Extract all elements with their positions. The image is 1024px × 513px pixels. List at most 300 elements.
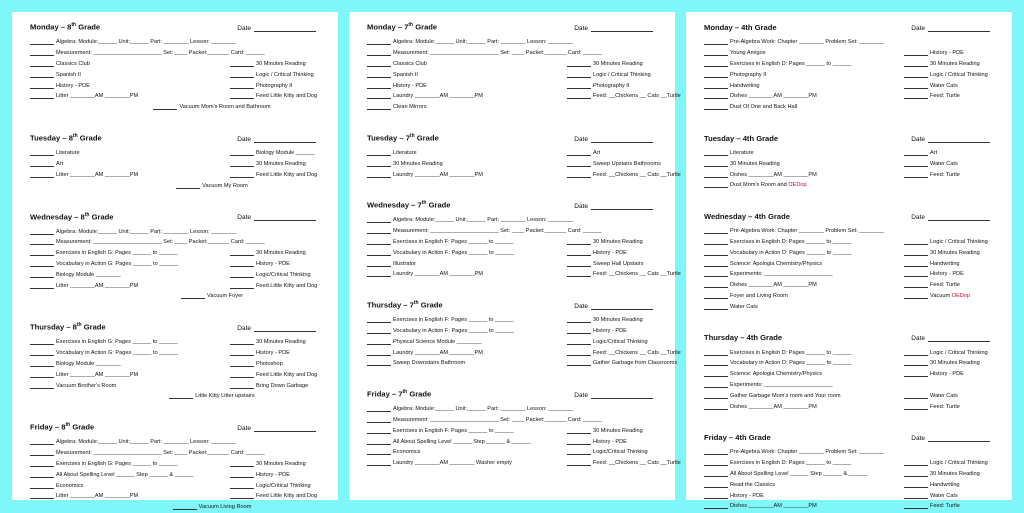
date-label: Date <box>574 25 588 32</box>
task-label: Literature <box>393 149 417 156</box>
date-field[interactable] <box>911 136 990 143</box>
task-left <box>704 382 998 388</box>
checkbox-blank[interactable] <box>904 293 928 299</box>
checkbox-blank[interactable] <box>230 150 254 156</box>
checkbox-blank[interactable] <box>567 250 591 256</box>
task-left <box>704 104 998 110</box>
checkbox-blank[interactable] <box>904 350 928 356</box>
day-header <box>367 198 661 210</box>
task-row <box>30 491 324 502</box>
checkbox-blank[interactable] <box>367 239 391 245</box>
checkbox-blank[interactable] <box>367 72 391 78</box>
checkbox-blank[interactable] <box>367 328 391 334</box>
checkbox-blank[interactable] <box>567 439 591 445</box>
task-label: Handwriting <box>930 260 960 267</box>
checkbox-blank[interactable] <box>904 371 928 377</box>
checkbox-blank[interactable] <box>230 283 254 289</box>
checkbox-blank[interactable] <box>904 261 928 267</box>
checkbox-blank[interactable] <box>704 150 728 156</box>
task-label: Art <box>930 149 938 156</box>
checkbox-blank[interactable] <box>567 61 591 67</box>
checkbox-blank[interactable] <box>567 172 591 178</box>
task-left <box>30 372 230 378</box>
task-right <box>904 493 998 499</box>
checkbox-blank[interactable] <box>904 360 928 366</box>
checkbox-blank[interactable] <box>904 50 928 56</box>
checkbox-blank[interactable] <box>230 93 254 99</box>
checkbox-blank[interactable] <box>367 339 391 345</box>
task-row <box>704 237 998 248</box>
date-label: Date <box>911 213 925 221</box>
checkbox-blank[interactable] <box>230 250 254 256</box>
task-row <box>704 180 998 191</box>
checkbox-blank[interactable] <box>567 83 591 89</box>
checkbox-blank[interactable] <box>153 104 177 110</box>
date-blank-line[interactable] <box>254 325 316 332</box>
checkbox-blank[interactable] <box>230 350 254 356</box>
task-label: Vocabulary in Action G: Pages ______ to ______ <box>56 260 178 267</box>
checkbox-blank[interactable] <box>704 471 728 477</box>
task-label: History - PDE <box>256 260 290 267</box>
task-label: 30 Minutes Reading <box>256 60 306 67</box>
checkbox-blank[interactable] <box>567 428 591 434</box>
checkbox-blank[interactable] <box>704 493 728 499</box>
checkbox-blank[interactable] <box>230 493 254 499</box>
checkbox-blank[interactable] <box>30 61 54 67</box>
task-label: Economics <box>393 449 421 456</box>
checkbox-blank[interactable] <box>567 449 591 455</box>
checkbox-blank[interactable] <box>904 150 928 156</box>
checkbox-blank[interactable] <box>704 228 728 234</box>
checkbox-blank[interactable] <box>176 183 200 189</box>
task-row <box>367 80 661 91</box>
task-right <box>904 93 998 99</box>
task-label: Handwriting <box>930 481 960 488</box>
checkbox-blank[interactable] <box>704 61 728 67</box>
task-label: Logic/Critical Thinking <box>256 271 311 278</box>
checkbox-blank[interactable] <box>30 261 54 267</box>
date-field[interactable] <box>574 136 653 143</box>
checkbox-blank[interactable] <box>367 360 391 366</box>
checkbox-blank[interactable] <box>704 182 728 188</box>
checkbox-blank[interactable] <box>704 360 728 366</box>
task-left <box>704 39 998 45</box>
task-left <box>30 172 230 178</box>
task-label: Vocabulary in Action F: Pages ______ to ______ <box>393 249 514 256</box>
checkbox-blank[interactable] <box>230 383 254 389</box>
task-label: History - PDE <box>256 350 290 357</box>
task-row <box>704 347 998 358</box>
task-row <box>367 358 678 369</box>
day-title: Tuesday – 8th Grade <box>30 133 102 143</box>
checkbox-blank[interactable] <box>30 450 54 456</box>
task-right <box>230 261 324 267</box>
checkbox-blank[interactable] <box>704 404 728 410</box>
task-label: Feed Little Kitty and Dog <box>256 493 318 500</box>
task-row <box>367 326 661 337</box>
checkbox-blank[interactable] <box>704 72 728 78</box>
extra-chore-row <box>30 102 324 113</box>
date-label: Date <box>911 434 925 442</box>
checkbox-blank[interactable] <box>30 50 54 56</box>
day-section <box>367 387 681 469</box>
checkbox-blank[interactable] <box>30 472 54 478</box>
date-blank-line[interactable] <box>928 335 990 342</box>
checkbox-blank[interactable] <box>704 371 728 377</box>
checkbox-blank[interactable] <box>230 461 254 467</box>
task-row <box>367 436 661 447</box>
task-right <box>230 272 324 278</box>
checkbox-blank[interactable] <box>30 39 54 45</box>
checkbox-blank[interactable] <box>704 261 728 267</box>
task-label: 30 Minutes Reading <box>256 250 306 257</box>
checkbox-blank[interactable] <box>567 72 591 78</box>
task-label: Biology Module ________ <box>56 360 121 367</box>
checkbox-blank[interactable] <box>367 83 391 89</box>
checkbox-blank[interactable] <box>367 428 391 434</box>
date-blank-line[interactable] <box>254 136 316 143</box>
date-field[interactable] <box>574 303 653 310</box>
day-title: Wednesday – 7th Grade <box>367 200 451 210</box>
task-right <box>567 360 677 366</box>
checkbox-blank[interactable] <box>367 172 391 178</box>
checkbox-blank[interactable] <box>904 239 928 245</box>
checkbox-blank[interactable] <box>30 229 54 235</box>
task-right <box>230 361 324 367</box>
checkbox-blank[interactable] <box>367 104 391 110</box>
task-left <box>367 104 661 110</box>
checkbox-blank[interactable] <box>567 150 591 156</box>
checkbox-blank[interactable] <box>704 460 728 466</box>
task-row <box>367 258 661 269</box>
checkbox-blank[interactable] <box>367 261 391 267</box>
checkbox-blank[interactable] <box>367 317 391 323</box>
checkbox-blank[interactable] <box>904 72 928 78</box>
checkbox-blank[interactable] <box>567 350 591 356</box>
checkbox-blank[interactable] <box>30 339 54 345</box>
checkbox-blank[interactable] <box>30 161 54 167</box>
checkbox-blank[interactable] <box>367 439 391 445</box>
checkbox-blank[interactable] <box>367 61 391 67</box>
checkbox-blank[interactable] <box>704 293 728 299</box>
day-header <box>30 320 324 332</box>
task-label: Sweep Hall Upstairs <box>593 260 644 267</box>
task-left <box>704 404 904 410</box>
checkbox-blank[interactable] <box>704 282 728 288</box>
task-label: Vocabulary in Action D: Pages ______ to ______ <box>730 249 852 256</box>
task-right <box>230 83 324 89</box>
task-row <box>704 358 998 369</box>
date-label: Date <box>574 302 588 310</box>
checkbox-blank[interactable] <box>704 382 728 388</box>
checkbox-blank[interactable] <box>904 161 928 167</box>
date-label: Date <box>574 202 588 210</box>
checkbox-blank[interactable] <box>30 93 54 99</box>
date-blank-line[interactable] <box>254 214 316 221</box>
checkbox-blank[interactable] <box>704 393 728 399</box>
checkbox-blank[interactable] <box>181 293 205 299</box>
date-blank-line[interactable] <box>254 25 316 32</box>
checkbox-blank[interactable] <box>230 83 254 89</box>
extra-chore-row <box>30 502 324 513</box>
checkbox-blank[interactable] <box>567 161 591 167</box>
task-left <box>367 417 661 423</box>
checkbox-blank[interactable] <box>704 482 728 488</box>
checkbox-blank[interactable] <box>367 93 391 99</box>
date-field[interactable] <box>911 335 990 342</box>
checkbox-blank[interactable] <box>704 503 728 509</box>
checkbox-blank[interactable] <box>230 72 254 78</box>
checkbox-blank[interactable] <box>904 93 928 99</box>
checkbox-blank[interactable] <box>230 339 254 345</box>
task-left <box>704 61 904 67</box>
task-label: Literature <box>730 149 754 156</box>
checkbox-blank[interactable] <box>230 483 254 489</box>
task-left <box>704 172 904 178</box>
date-blank-line[interactable] <box>591 303 653 310</box>
task-row <box>704 148 998 159</box>
task-label: 30 Minutes Reading <box>930 470 980 477</box>
task-left <box>30 239 324 245</box>
task-row <box>30 337 324 348</box>
checkbox-blank[interactable] <box>30 439 54 445</box>
task-label: Feed: Turtle <box>930 503 960 510</box>
checkbox-blank[interactable] <box>904 493 928 499</box>
checkbox-blank[interactable] <box>230 272 254 278</box>
checkbox-blank[interactable] <box>567 460 591 466</box>
checkbox-blank[interactable] <box>904 482 928 488</box>
task-label: Feed Little Kitty and Dog <box>256 371 318 378</box>
task-row <box>30 269 324 280</box>
date-blank-line[interactable] <box>591 25 653 32</box>
checkbox-blank[interactable] <box>567 93 591 99</box>
checkbox-blank[interactable] <box>367 228 391 234</box>
task-label: Exercises in English D: Pages ______ to ______ <box>730 349 852 356</box>
checkbox-blank[interactable] <box>904 460 928 466</box>
checkbox-blank[interactable] <box>904 250 928 256</box>
task-label: Laundry ________AM ________PM <box>393 349 483 356</box>
date-blank-line[interactable] <box>928 136 990 143</box>
checkbox-blank[interactable] <box>30 372 54 378</box>
checkbox-blank[interactable] <box>367 417 391 423</box>
date-field[interactable] <box>574 25 653 32</box>
checkbox-blank[interactable] <box>367 50 391 56</box>
date-label: Date <box>574 391 588 399</box>
checkbox-blank[interactable] <box>30 272 54 278</box>
checkbox-blank[interactable] <box>30 172 54 178</box>
day-title: Tuesday – 4th Grade <box>704 133 779 143</box>
date-field[interactable] <box>237 425 316 432</box>
checkbox-blank[interactable] <box>704 39 728 45</box>
checkbox-blank[interactable] <box>367 406 391 412</box>
task-row <box>704 458 998 469</box>
task-right <box>230 72 324 78</box>
task-left <box>30 450 324 456</box>
date-field[interactable] <box>911 214 990 221</box>
task-row <box>704 102 998 113</box>
date-blank-line[interactable] <box>591 203 653 210</box>
checkbox-blank[interactable] <box>704 304 728 310</box>
task-right <box>567 460 681 466</box>
task-left <box>367 228 661 234</box>
date-label: Date <box>574 135 588 143</box>
checkbox-blank[interactable] <box>704 161 728 167</box>
checkbox-blank[interactable] <box>169 393 193 399</box>
task-left <box>367 460 567 466</box>
checkbox-blank[interactable] <box>230 61 254 67</box>
checkbox-blank[interactable] <box>230 261 254 267</box>
checkbox-blank[interactable] <box>567 360 591 366</box>
checkbox-blank[interactable] <box>230 172 254 178</box>
checkbox-blank[interactable] <box>30 350 54 356</box>
date-field[interactable] <box>237 136 316 143</box>
checkbox-blank[interactable] <box>30 383 54 389</box>
checkbox-blank[interactable] <box>904 83 928 89</box>
task-label: Exercises in English F: Pages ______ to ______ <box>393 317 514 324</box>
checkbox-blank[interactable] <box>30 239 54 245</box>
task-left <box>30 439 324 445</box>
checkbox-blank[interactable] <box>367 460 391 466</box>
checkbox-blank[interactable] <box>367 150 391 156</box>
task-label: Vacuum Brother's Room <box>56 382 117 389</box>
checkbox-blank[interactable] <box>30 493 54 499</box>
task-row <box>30 469 324 480</box>
date-field[interactable] <box>911 435 990 442</box>
task-label: Vacuum Foyer <box>207 293 243 300</box>
checkbox-blank[interactable] <box>904 61 928 67</box>
task-row <box>30 148 324 159</box>
checkbox-blank[interactable] <box>904 404 928 410</box>
date-blank-line[interactable] <box>591 136 653 143</box>
checkbox-blank[interactable] <box>704 250 728 256</box>
task-left <box>30 461 230 467</box>
task-right <box>567 239 661 245</box>
task-right <box>904 61 998 67</box>
task-label: Photography II <box>730 71 767 78</box>
date-blank-line[interactable] <box>928 25 990 32</box>
checkbox-blank[interactable] <box>367 217 391 223</box>
checkbox-blank[interactable] <box>367 449 391 455</box>
checkbox-blank[interactable] <box>30 83 54 89</box>
checkbox-blank[interactable] <box>904 282 928 288</box>
task-row <box>30 348 324 359</box>
task-label: Art <box>56 160 64 167</box>
checkbox-blank[interactable] <box>230 361 254 367</box>
checkbox-blank[interactable] <box>30 150 54 156</box>
checkbox-blank[interactable] <box>567 328 591 334</box>
checkbox-blank[interactable] <box>230 372 254 378</box>
day-title: Monday – 8th Grade <box>30 22 101 32</box>
task-right <box>904 83 998 89</box>
task-row <box>30 259 324 270</box>
day-header <box>30 20 324 32</box>
day-section <box>30 420 324 513</box>
task-left <box>367 61 567 67</box>
checkbox-blank[interactable] <box>30 483 54 489</box>
checkbox-blank[interactable] <box>30 72 54 78</box>
task-row <box>367 237 661 248</box>
checkbox-blank[interactable] <box>704 350 728 356</box>
checkbox-blank[interactable] <box>30 283 54 289</box>
task-label: Exercises in English G: Pages ______ to ______ <box>56 339 178 346</box>
checkbox-blank[interactable] <box>704 449 728 455</box>
task-label: Exercises in English G: Pages ______ to ______ <box>56 250 178 257</box>
date-field[interactable] <box>574 203 653 210</box>
task-left <box>367 406 661 412</box>
task-label: Logic/Critical Thinking <box>256 482 311 489</box>
task-row <box>704 37 998 48</box>
checkbox-blank[interactable] <box>367 350 391 356</box>
checkbox-blank[interactable] <box>367 39 391 45</box>
date-field[interactable] <box>237 25 316 32</box>
day-header <box>367 298 661 310</box>
task-row <box>30 459 324 470</box>
checkbox-blank[interactable] <box>567 261 591 267</box>
checkbox-blank[interactable] <box>30 250 54 256</box>
checkbox-blank[interactable] <box>30 361 54 367</box>
checkbox-blank[interactable] <box>567 239 591 245</box>
date-blank-line[interactable] <box>928 435 990 442</box>
date-field[interactable] <box>237 325 316 332</box>
checkbox-blank[interactable] <box>567 317 591 323</box>
checkbox-blank[interactable] <box>904 172 928 178</box>
task-left <box>30 161 230 167</box>
checkbox-blank[interactable] <box>173 504 197 510</box>
task-label: Feed Little Kitty and Dog <box>256 171 318 178</box>
checkbox-blank[interactable] <box>704 172 728 178</box>
date-blank-line[interactable] <box>591 392 653 399</box>
task-label: Algebra: Module:______ Unit:______ Part: ________ Lesson: ________ <box>393 39 574 46</box>
date-blank-line[interactable] <box>928 214 990 221</box>
date-blank-line[interactable] <box>254 425 316 432</box>
task-label: Water Cats <box>930 492 958 499</box>
task-right <box>230 493 324 499</box>
checkbox-blank[interactable] <box>904 271 928 277</box>
checkbox-blank[interactable] <box>704 93 728 99</box>
checkbox-blank[interactable] <box>704 50 728 56</box>
task-row <box>367 415 661 426</box>
checkbox-blank[interactable] <box>704 271 728 277</box>
checkbox-blank[interactable] <box>567 271 591 277</box>
date-label: Date <box>911 135 925 143</box>
task-label: Read the Classics <box>730 481 776 488</box>
checkbox-blank[interactable] <box>30 461 54 467</box>
checkbox-blank[interactable] <box>230 472 254 478</box>
task-label: Dishes ________AM ________PM <box>730 282 817 289</box>
date-field[interactable] <box>574 392 653 399</box>
checkbox-blank[interactable] <box>230 161 254 167</box>
task-label: History - PDE <box>930 371 964 378</box>
day-header <box>704 209 998 221</box>
task-left <box>704 150 904 156</box>
task-row <box>30 59 324 70</box>
task-left <box>30 229 324 235</box>
checkbox-blank[interactable] <box>367 161 391 167</box>
checkbox-blank[interactable] <box>904 471 928 477</box>
checkbox-blank[interactable] <box>904 393 928 399</box>
checkbox-blank[interactable] <box>367 250 391 256</box>
checkbox-blank[interactable] <box>567 339 591 345</box>
checkbox-blank[interactable] <box>704 104 728 110</box>
date-field[interactable] <box>237 214 316 221</box>
checkbox-blank[interactable] <box>367 271 391 277</box>
task-label: Laundry ________AM ________PM <box>393 93 483 100</box>
checkbox-blank[interactable] <box>904 503 928 509</box>
day-section <box>367 298 681 369</box>
checkbox-blank[interactable] <box>704 239 728 245</box>
checkbox-blank[interactable] <box>704 83 728 89</box>
date-field[interactable] <box>911 25 990 32</box>
